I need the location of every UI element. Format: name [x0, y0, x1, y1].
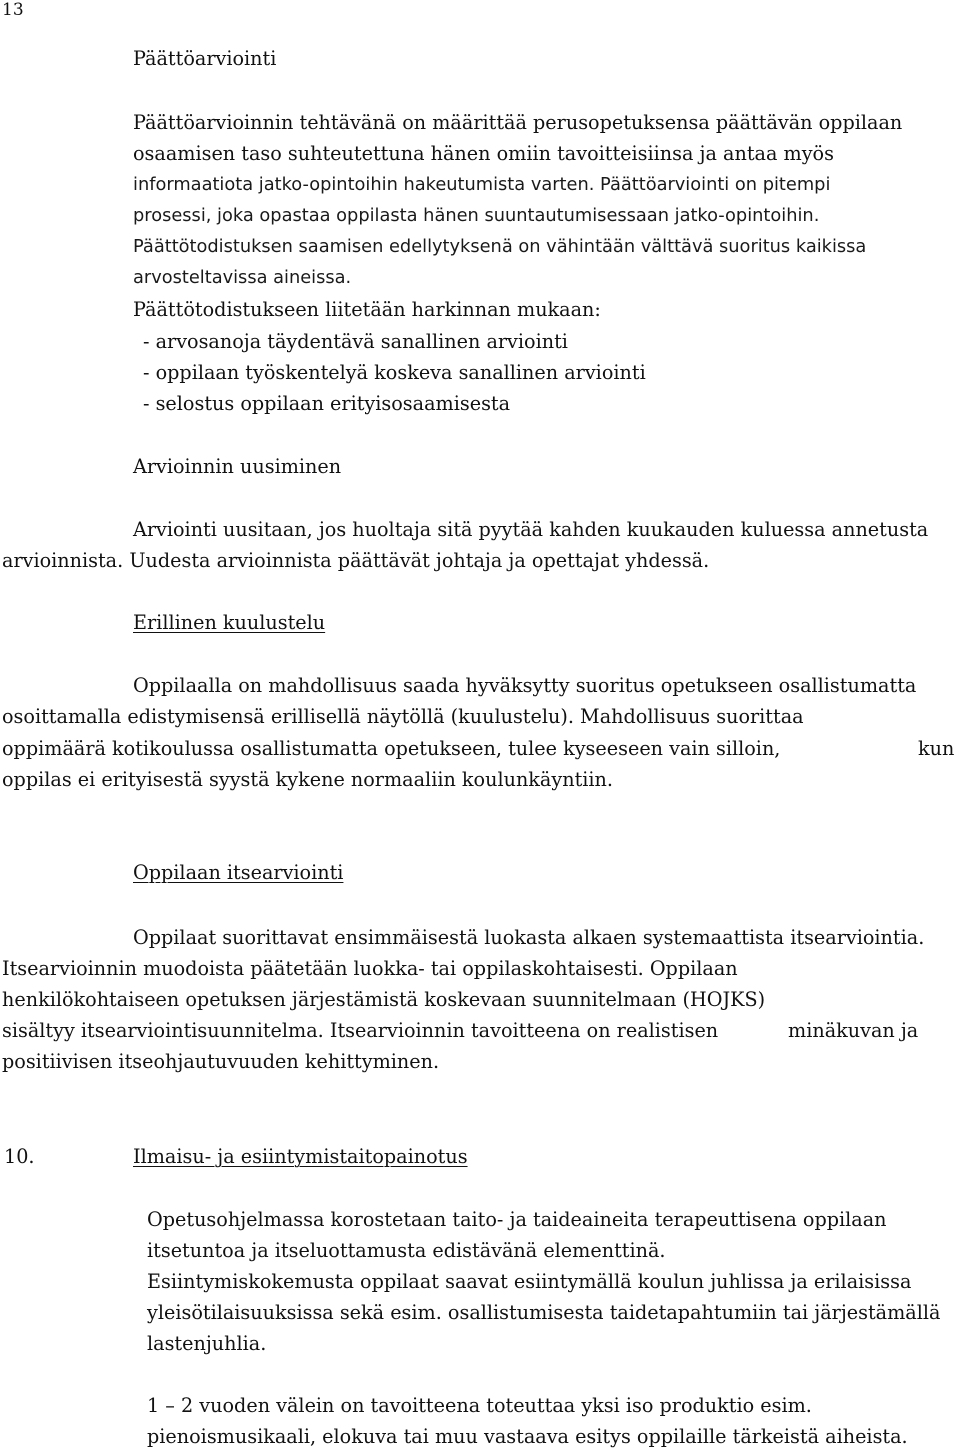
- paragraph-line: arvosteltavissa aineissa.: [133, 267, 352, 288]
- section-heading-expression: Ilmaisu- ja esiintymistaitopainotus: [133, 1145, 468, 1168]
- paragraph-line: arvioinnista. Uudesta arvioinnista päättävät johtaja ja opettajat yhdessä.: [2, 549, 710, 572]
- section-number: 10.: [4, 1145, 35, 1168]
- paragraph-line: oppilas ei erityisestä syystä kykene normaaliin koulunkäyntiin.: [2, 768, 614, 791]
- paragraph-line: positiivisen itseohjautuvuuden kehittyminen.: [2, 1050, 440, 1073]
- section-heading-final-assessment: Päättöarviointi: [133, 47, 277, 70]
- section-heading-separate-exam: Erillinen kuulustelu: [133, 611, 326, 634]
- paragraph-line: lastenjuhlia.: [147, 1332, 267, 1355]
- section-heading-self-assessment: Oppilaan itsearviointi: [133, 861, 344, 884]
- list-item: - selostus oppilaan erityisosaamisesta: [143, 392, 511, 415]
- paragraph-line: osoittamalla edistymisensä erillisellä näytöllä (kuulustelu). Mahdollisuus suorittaa: [2, 705, 804, 728]
- paragraph-line: Arviointi uusitaan, jos huoltaja sitä pyytää kahden kuukauden kuluessa annetusta: [133, 518, 929, 541]
- paragraph-line: oppimäärä kotikoulussa osallistumatta opetukseen, tulee kyseeseen vain silloin,: [2, 737, 781, 760]
- section-heading-renewal: Arvioinnin uusiminen: [133, 455, 342, 478]
- paragraph-line: Päättöarvioinnin tehtävänä on määrittää perusopetuksensa päättävän oppilaan: [133, 111, 903, 134]
- paragraph-line: Oppilaat suorittavat ensimmäisestä luokasta alkaen systemaattista itsearviointia.: [133, 926, 925, 949]
- paragraph-line: informaatiota jatko-opintoihin hakeutumista varten. Päättöarviointi on pitempi: [133, 174, 831, 195]
- paragraph-line: Opetusohjelmassa korostetaan taito- ja taideaineita terapeuttisena oppilaan: [147, 1208, 887, 1231]
- paragraph-line: henkilökohtaiseen opetuksen järjestämistä koskevaan suunnitelmaan (HOJKS): [2, 988, 766, 1011]
- paragraph-line-end: kun: [918, 737, 955, 760]
- paragraph-line: prosessi, joka opastaa oppilasta hänen suuntautumisessaan jatko-opintoihin.: [133, 205, 820, 226]
- list-item: - oppilaan työskentelyä koskeva sanallinen arviointi: [143, 361, 646, 384]
- paragraph-line: Päättötodistukseen liitetään harkinnan mukaan:: [133, 298, 601, 321]
- paragraph-line: 1 – 2 vuoden välein on tavoitteena toteuttaa yksi iso produktio esim.: [147, 1394, 812, 1417]
- paragraph-line: Itsearvioinnin muodoista päätetään luokka- tai oppilaskohtaisesti. Oppilaan: [2, 957, 738, 980]
- list-item: - arvosanoja täydentävä sanallinen arviointi: [143, 330, 568, 353]
- paragraph-line: yleisötilaisuuksissa sekä esim. osallistumisesta taidetapahtumiin tai järjestämällä: [147, 1301, 941, 1324]
- paragraph-line: pienoismusikaali, elokuva tai muu vastaava esitys oppilaille tärkeistä aiheista.: [147, 1425, 908, 1448]
- paragraph-line: Esiintymiskokemusta oppilaat saavat esiintymällä koulun juhlissa ja erilaisissa: [147, 1270, 912, 1293]
- paragraph-line: itsetuntoa ja itseluottamusta edistävänä elementtinä.: [147, 1239, 666, 1262]
- paragraph-line: Päättötodistuksen saamisen edellytyksenä on vähintään välttävä suoritus kaikissa: [133, 236, 867, 257]
- paragraph-line: osaamisen taso suhteutettuna hänen omiin tavoitteisiinsa ja antaa myös: [133, 142, 834, 165]
- page-number: 13: [2, 0, 24, 20]
- paragraph-line: Oppilaalla on mahdollisuus saada hyväksytty suoritus opetukseen osallistumatta: [133, 674, 917, 697]
- paragraph-line: sisältyy itsearviointisuunnitelma. Itsearvioinnin tavoitteena on realistisen: [2, 1019, 719, 1042]
- paragraph-line-end: minäkuvan ja: [788, 1019, 919, 1042]
